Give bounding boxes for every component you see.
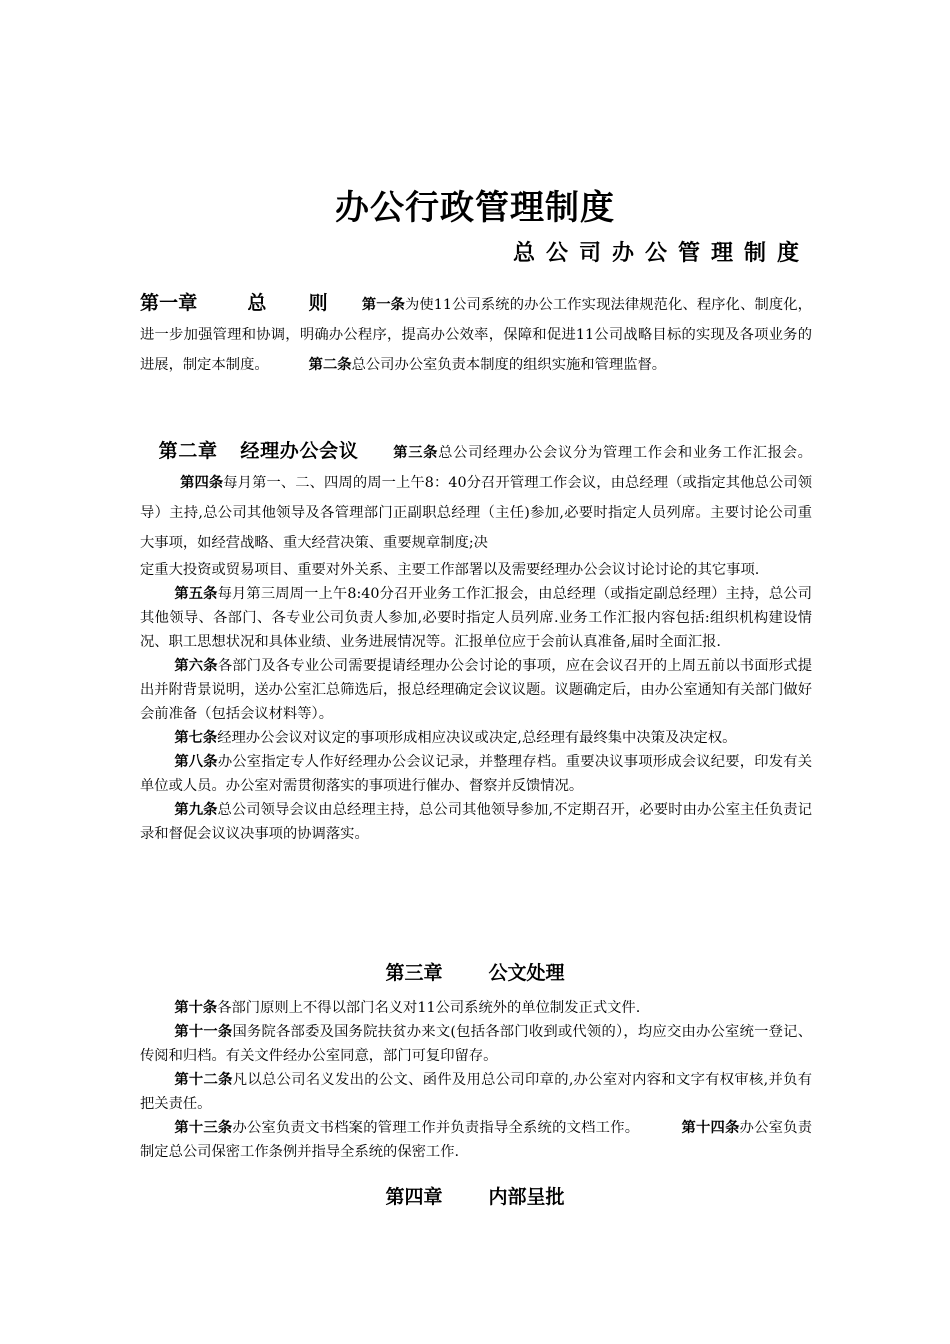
document-title: 办公行政管理制度 <box>335 188 615 228</box>
article-1-label: 第一条 <box>361 297 406 313</box>
chapter-2-heading-title: 经理办公会议 <box>239 440 359 462</box>
article-10-label: 第十条 <box>174 1000 218 1016</box>
article-6-label: 第六条 <box>174 658 218 674</box>
article-6-text: 各部门及各专业公司需要提请经理办公会讨论的事项，应在会议召开的上周五前以书面形式提出并附背景说明，送办公室汇总筛选后，报总经理确定会议议题。议题确定后，由办公室通知有关部门做好会前准备（包括会议材料等）。 <box>140 658 813 722</box>
article-7-paragraph <box>140 726 812 750</box>
article-5-label: 第五条 <box>174 586 218 602</box>
article-13-text: 办公室负责文书档案的管理工作并负责指导全系统的文档工作。 <box>232 1120 640 1136</box>
article-10-text: 各部门原则上不得以部门名义对11公司系统外的单位制发正式文件. <box>217 1000 641 1016</box>
article-12-text: 凡以总公司名义发出的公文、函件及用总公司印章的,办公室对内容和文字有权审核,并负有把关责任。 <box>140 1072 812 1112</box>
chapter-1-heading-number: 第一章 <box>140 292 198 314</box>
article-4-continuation: 定重大投资或贸易项目、重要对外关系、主要工作部署以及需要经理办公会议讨论讨论的其它事项. <box>140 562 760 578</box>
chapter-3-heading-number: 第三章 <box>385 962 443 984</box>
article-8-text: 办公室指定专人作好经理办公会议记录，并整理存档。重要决议事项形成会议纪要，印发有关单位或人员。办公室对需贯彻落实的事项进行催办、督察并反馈情况。 <box>140 754 813 794</box>
article-2-label: 第二条 <box>308 357 352 373</box>
chapter-2-section <box>140 436 812 846</box>
article-14-label: 第十四条 <box>681 1120 740 1136</box>
article-9-paragraph <box>140 798 812 846</box>
article-8-paragraph <box>140 750 812 798</box>
article-11-text: 国务院各部委及国务院扶贫办来文(包括各部门收到或代领的），均应交由办公室统一登记、传阅和归档。有关文件经办公室同意，部门可复印留存。 <box>140 1024 812 1064</box>
article-4-text: 每月第一、二、四周的周一上午8：40分召开管理工作会议，由总经理（或指定其他总公司领导）主持,总公司其他领导及各管理部门正副职总经理（主任)参加,必要时指定人员列席。主要讨论公司重大事项，如经营战略、重大经营决策、重要规章制度;决 <box>140 475 812 551</box>
article-9-label: 第九条 <box>174 802 218 818</box>
document-subtitle: 总公司办公管理制度 <box>512 241 810 266</box>
article-8-label: 第八条 <box>174 754 218 770</box>
chapter-4-heading <box>0 1182 950 1209</box>
article-10-paragraph <box>140 996 812 1020</box>
chapter-4-heading-number: 第四章 <box>385 1186 443 1208</box>
article-4-label: 第四条 <box>180 475 224 491</box>
chapter-1-heading-word-1: 总 <box>247 292 267 314</box>
article-5-text: 每月第三周周一上午8:40分召开业务工作汇报会，由总经理（或指定副总经理）主持，总公司其他领导、各部门、各专业公司负责人参加,必要时指定人员列席.业务工作汇报内容包括:组织机构建设情况、职工思想状况和具体业绩、业务进展情况等。汇报单位应于会前认真准备,届时全面汇报. <box>140 586 813 650</box>
chapter-1-heading-word-2: 则 <box>308 292 328 314</box>
chapter-3-section <box>140 996 812 1164</box>
article-2-text: 总公司办公室负责本制度的组织实施和管理监督。 <box>351 357 667 373</box>
article-3-label: 第三条 <box>392 445 439 461</box>
article-13-paragraph <box>140 1116 812 1164</box>
article-12-paragraph <box>140 1068 812 1116</box>
chapter-3-heading-title: 公文处理 <box>488 962 565 984</box>
chapter-1-section <box>140 288 812 380</box>
article-5-paragraph <box>140 582 812 654</box>
article-11-label: 第十一条 <box>174 1024 233 1040</box>
article-11-paragraph <box>140 1020 812 1068</box>
article-1-text: 为使11公司系统的办公工作实现法律规范化、程序化、制度化，进一步加强管理和协调，明确办公程序，提高办公效率，保障和促进11公司战略目标的实现及各项业务的进展，制定本制度。 <box>140 297 812 373</box>
chapter-3-heading <box>0 958 950 985</box>
article-9-text: 总公司领导会议由总经理主持，总公司其他领导参加,不定期召开，必要时由办公室主任负责记录和督促会议议决事项的协调落实。 <box>140 802 812 842</box>
chapter-2-heading-number: 第二章 <box>158 440 218 462</box>
article-3-text: 总公司经理办公会议分为管理工作会和业务工作汇报会。 <box>438 445 812 461</box>
article-7-label: 第七条 <box>174 730 218 746</box>
chapter-4-heading-title: 内部呈批 <box>488 1186 565 1208</box>
article-14-text: 办公室负责制定总公司保密工作条例并指导全系统的保密工作. <box>140 1120 813 1160</box>
article-6-paragraph <box>140 654 812 726</box>
article-12-label: 第十二条 <box>174 1072 233 1088</box>
article-7-text: 经理办公会议对议定的事项形成相应决议或决定,总经理有最终集中决策及决定权。 <box>217 730 737 746</box>
article-13-label: 第十三条 <box>174 1120 233 1136</box>
